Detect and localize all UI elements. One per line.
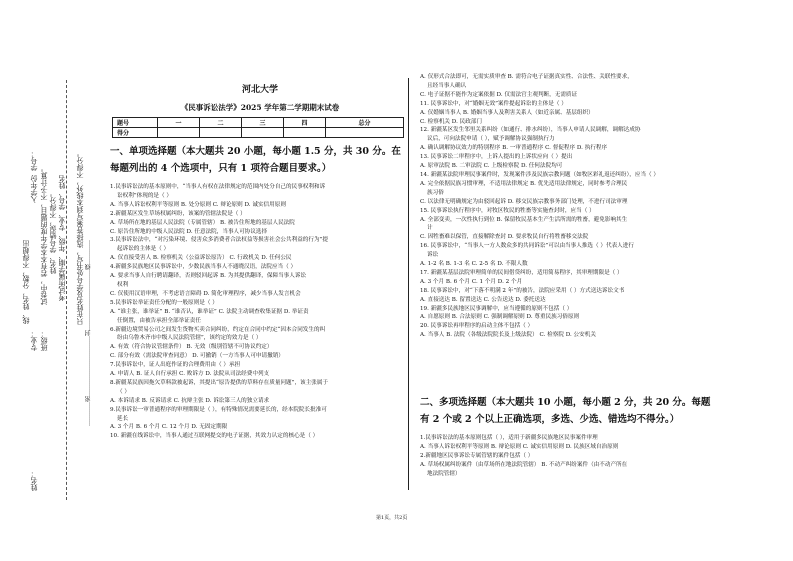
question-line: A. 当事人诉讼权利平等原则 B. 辩论原则 C. 诚实信用原则 D. 民族区域自治原则	[420, 443, 619, 450]
section2-heading	[420, 394, 710, 428]
seal-line: …………密…………………………封…………………………线…………	[85, 240, 92, 426]
question-line: A. 本诉请求 B. 反诉请求 C. 抗辩主张 D. 诉讼第三人的独立请求	[110, 397, 270, 404]
question-line: 8.新疆某民族因拖欠草料款被起诉，其提出“原告提供的草料存在质量问题”，该主张属于	[110, 379, 329, 386]
exam-notice-5: 只在姓名及学号处书写，选择答案写到本线外，不得分。	[76, 150, 84, 325]
score-cell: 三	[242, 118, 284, 128]
question-line: C. 仅使用汉语审理，不考虑语言障碍 D. 简化审理程序，减少当事人发言机会	[110, 290, 301, 297]
question-line: A. 完全依据民族习惯审理，不适用法律规定 B. 优先适用法律规定，同时参考合理民	[420, 180, 628, 187]
question-line: A. 仅形式合法即可，无需实质审查 B. 需符合电子证据真实性、合法性、关联性要求，	[420, 74, 633, 80]
question-line: 权利	[117, 281, 129, 288]
question-line: A. 当事人 B. 法院（各级法院院长及上级法院） C. 检察院 D. 公安机关	[420, 332, 596, 339]
score-cell: 题号	[113, 118, 158, 128]
admission-year-label: 入学年份	[30, 175, 38, 203]
question-line: 且经当事人确认	[427, 82, 467, 89]
question-line: 19. 新疆多民族地区民事调解中，应当遵循的原则不包括（ ）	[420, 305, 573, 312]
score-table-header-row	[113, 118, 404, 128]
question-line: A. 确认调解协议效力的特别程序 B. 一审普通程序 C. 督促程序 D. 执行程序	[420, 145, 608, 152]
section2-heading-line2: 有 2 个或 2 个以上正确选项，多选、少选、错选均不得分。）	[420, 414, 680, 425]
question-line: C. 原告住所地的中级人民法院 D. 任意法院，当事人可协议选择	[110, 228, 268, 235]
score-cell	[326, 128, 404, 138]
section2-heading-line1: 二、多项选择题（本大题共 10 小题，每小题 2 分，共 20 分。每题	[420, 397, 711, 408]
question-line: A. 全部变卖，一次性执行到位 B. 保留牧民基本生产生活所需的牲畜，避免影响其生	[420, 216, 628, 223]
question-line: 16. 民事诉讼中，“当事人一方人数众多的共同诉讼”可以由当事人推选（ ）代表人进行	[420, 243, 634, 250]
question-line: 11. 民事诉讼中，对“婚姻无效”案件提起诉讼的主体是（ ）	[420, 100, 567, 107]
name-label: 姓名：	[30, 470, 38, 491]
question-line: C. 因牲畜难以保管，直接解除查封 D. 要求牧民自行将牲畜移交法院	[420, 234, 589, 241]
score-cell	[284, 128, 326, 138]
question-line: 5.民事诉讼举证责任分配的一般原则是（ ）	[110, 299, 218, 306]
question-line: C. 电子证据不能作为定案依据 D. 仅需法官主观判断，无需质证	[420, 91, 578, 98]
question-line: A. 仅直接受害人 B. 检察机关（公益诉讼原告） C. 行政机关 D. 任何公民	[110, 255, 292, 262]
question-line: 计	[427, 225, 433, 232]
question-line: 18. 民事诉讼中，对“下落不明满 2 年”的被告，法院应采用（ ）方式送达诉讼文书	[420, 287, 625, 294]
question-line: A. 草场所在地的基层人民法院（专属管辖） B. 被告住所地的基层人民法院	[110, 219, 295, 226]
question-line: 地法院管辖）	[427, 470, 461, 477]
exam-notice-4: 线、姓名，分数，不得超出	[22, 240, 30, 324]
column-divider	[408, 78, 409, 490]
score-table-score-row	[113, 128, 404, 138]
section1-heading	[110, 143, 401, 177]
score-table	[112, 117, 404, 138]
question-line: A. 仅婚姻当事人 B. 婚姻当事人及利害关系人（如近亲属、基层组织）	[420, 109, 594, 116]
question-line: A. 草场权属纠纷案件（由草场所在地法院管辖） B. 不动产纠纷案件（由不动产所在	[420, 461, 628, 468]
score-cell	[200, 128, 242, 138]
question-line: 4.新疆多民族地区民事诉讼中，少数民族当事人不通晓汉语，法院应当（ ）	[110, 264, 297, 271]
score-cell: 一	[158, 118, 200, 128]
section2-questions	[420, 434, 770, 479]
score-cell: 四	[284, 118, 326, 128]
question-line: 纷由乌鲁木齐市中级人民法院管辖”，该约定的效力是（ ）	[117, 335, 262, 342]
question-line: 13. 民事诉讼二审程序中，上诉人提出的上诉状应向（ ）提出	[420, 154, 573, 161]
question-line: 2.新疆某区发生草场权属纠纷，该案的管辖法院是（ ）	[110, 210, 246, 217]
question-line: 诉讼	[427, 252, 439, 259]
question-line: 6.新疆边境贸易公司之间发生货物买卖合同纠纷，约定在合同中约定“因本合同发生的纠	[110, 326, 326, 333]
question-line: A. 直接送达 B. 留置送达 C. 公告送达 D. 委托送达	[420, 296, 546, 303]
question-line: A. 自愿原则 B. 合法原则 C. 强制调解原则 D. 尊重民族习俗原则	[420, 314, 580, 321]
question-line: 任倒置，由被告承担全部举证责任	[117, 317, 201, 324]
section1-heading-line1: 一、单项选择题（本大题共 20 小题，每小题 1.5 分，共 30 分。在	[110, 146, 401, 157]
exam-notice-1: 试卷中，若有本本学年度的题目，不予计算。	[40, 165, 48, 305]
page-number: 第1页，共2页	[376, 515, 408, 521]
question-line: C. 检察机关 D. 民政部门	[420, 118, 483, 125]
exam-title: 《民事诉讼法学》2025 学年第二学期期末试卷	[180, 103, 340, 112]
question-line: 20. 民事诉讼再审程序的启动主体不包括（ ）	[420, 323, 534, 330]
question-line: A. “谁主张，谁举证” B. “谁否认，谁举证” C. 法院主动调查收集证据 D. 举证责	[110, 308, 309, 315]
question-line: 议后，可向法院申请（ ），赋予调解协议强制执行力	[427, 136, 555, 143]
question-line: A. 申请人 B. 证人自行承担 C. 败诉方 D. 法院从司法经费中列支	[110, 371, 270, 378]
university-name: 河北大学	[241, 85, 278, 95]
question-line: 17. 新疆某基层法院审理简单的民间借贷纠纷，适用简易程序，其审理期限是（ ）	[420, 269, 623, 276]
question-line: 1.民事诉讼法的基本原则包括（ ），适用于新疆多民族地区民事案件审理	[420, 435, 598, 441]
score-cell: 总分	[326, 118, 404, 128]
question-line: A. 1-2 名 B. 1-3 名 C. 2-5 名 D. 不限人数	[420, 261, 528, 268]
exam-notice-3: 考试所属学期、年级、专业、学号、姓名	[58, 175, 66, 301]
question-line: A. 当事人诉讼权利平等原则 B. 处分原则 C. 辩论原则 D. 诚实信用原则	[110, 201, 286, 208]
exam-notice-2: 姓名、学号错误，不得分。	[49, 190, 57, 274]
question-line: C. 以法律无明确规定为由驳回起诉 D. 移交民族宗教事务部门处理，不进行司法审理	[420, 198, 628, 205]
major-label: 专业：	[30, 330, 38, 351]
question-line: A. 3 个月 B. 6 个月 C. 12 个月 D. 无固定期限	[110, 424, 228, 431]
score-cell	[158, 128, 200, 138]
question-line: A. 要求当事人自行聘请翻译，否则驳回起诉 B. 为其提供翻译，保障当事人诉讼	[110, 273, 307, 280]
student-id-label: 学号：	[30, 150, 38, 171]
question-line: 12. 新疆某区发生邻里关系纠纷（如通行、排水纠纷），当事人申请人民调解，调解达成协	[420, 127, 641, 134]
score-cell	[242, 128, 284, 138]
question-line: 3.民事诉讼法中，“对污染环境、侵害众多消费者合法权益等损害社会公共利益的行为”提	[110, 237, 329, 244]
section1-right-column	[420, 73, 770, 340]
score-cell: 二	[200, 118, 242, 128]
question-line: A. 有效（符合协议管辖条件） B. 无效（级别管辖不可协议约定）	[110, 344, 273, 351]
question-line: 15. 民事诉讼执行程序中，对牧区牧民的牲畜等实施查封时，应当（ ）	[420, 207, 595, 214]
question-line: 2.新疆地区民事诉讼专属管辖的案件包括（ ）	[420, 452, 534, 459]
question-line: A. 原审法院 B. 二审法院 C. 上级检察院 D. 任何法院均可	[420, 163, 563, 170]
question-line: 14. 新疆某法院审理民事案件时，发现案件涉及民族宗教问题（如牧区彩礼返还纠纷），应当（ ）	[420, 171, 659, 178]
question-line: 9.民事诉讼一审普通程序的审理期限是（ ），有特殊情况需要延长的，经本院院长批准可	[110, 406, 327, 413]
question-line: C. 部分有效（需法院审查同意） D. 可撤销（一方当事人可申请撤销）	[110, 353, 284, 360]
section1-left-column	[110, 183, 404, 441]
class-label: 班级：	[40, 330, 48, 351]
question-line: 族习俗	[427, 189, 444, 196]
seal-dashed-line	[66, 80, 67, 500]
question-line: 延长	[117, 415, 129, 422]
question-line: A. 3 个月 B. 6 个月 C. 1 个月 D. 2 个月	[420, 278, 523, 285]
question-line: （ ）	[117, 388, 130, 395]
question-line: 讼权利”体现的是（ ）	[117, 192, 172, 199]
score-cell: 得分	[113, 128, 158, 138]
question-line: 7.民事诉讼中，证人出庭作证的合理费用由（ ）承担	[110, 362, 241, 369]
question-line: 10. 新疆在线诉讼中，当事人通过互联网提交的电子证据，其效力认定的核心是（ ）	[110, 433, 319, 440]
section1-heading-line2: 每题列出的 4 个选项中，只有 1 项符合题目要求。）	[110, 163, 332, 174]
question-line: 起诉讼的主体是（ ）	[117, 246, 170, 253]
question-line: 1.民事诉讼法的基本原则中，“当事人有权在法律规定的范围内处分自己的民事权利和诉	[110, 184, 326, 190]
